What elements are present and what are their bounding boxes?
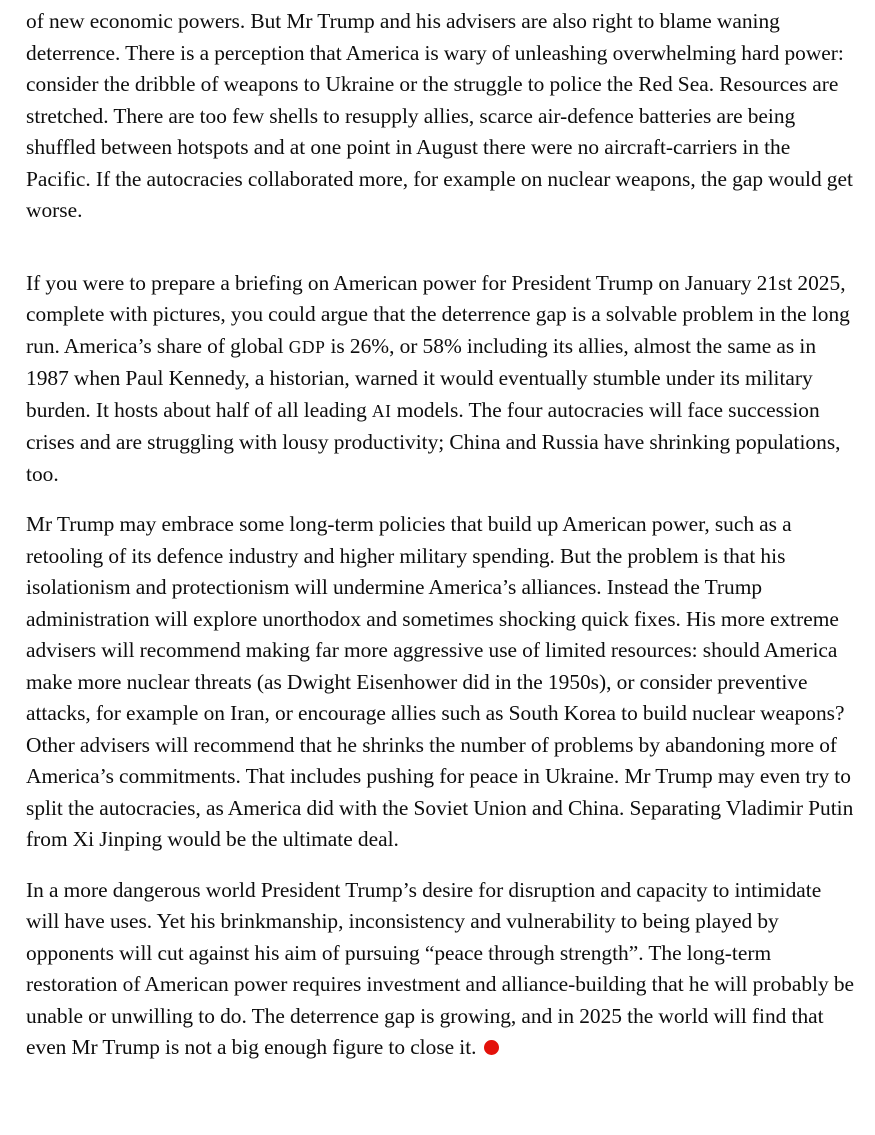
end-of-article-dot-icon — [484, 1040, 499, 1055]
gdp-abbreviation: GDP — [288, 336, 326, 357]
paragraph-2-text-b: is 26%, or 58% including its allies, almost the same as in 1987 when Paul Kennedy, a historian, warned it would eventually stumble under its military burden. It hosts about half of all leading — [26, 333, 817, 422]
paragraph-1 — [26, 6, 855, 227]
ai-abbreviation: AI — [371, 400, 392, 421]
paragraph-4-text: In a more dangerous world President Trump’s desire for disruption and capacity to intimidate will have uses. Yet his brinkmanship, inconsistency and vulnerability to being played by opponents will cut against his aim of pursuing “peace through strength”. The long-term restoration of American power requires investment and alliance-building that he will probably be unable or unwilling to do. The deterrence gap is growing, and in 2025 the world will find that even Mr Trump is not a big enough figure to close it. — [26, 877, 855, 1059]
paragraph-3 — [26, 509, 855, 856]
paragraph-1-text: of new economic powers. But Mr Trump and his advisers are also right to blame waning deterrence. There is a perception that America is wary of unleashing overwhelming hard power: consider the dribble of weapons to Ukraine or the struggle to police the Red Sea. Resources are stretched. There are too few shells to resupply allies, scarce air-defence batteries are being shuffled between hotspots and at one point in August there were no aircraft-carriers in the Pacific. If the autocracies collaborated more, for example on nuclear weapons, the gap would get worse. — [26, 9, 853, 222]
paragraph-4 — [26, 875, 855, 1064]
paragraph-2-text-a: If you were to prepare a briefing on American power for President Trump on January 21st 2025, complete with pictures, you could argue that the deterrence gap is a solvable problem in the long run. America’s share of global — [26, 270, 850, 358]
paragraph-2-text-c: models. The four autocracies will face succession crises and are struggling with lousy productivity; China and Russia have shrinking populations, too. — [26, 397, 841, 486]
paragraph-3-text: Mr Trump may embrace some long-term policies that build up American power, such as a retooling of its defence industry and higher military spending. But the problem is that his isolationism and protectionism will undermine America’s alliances. Instead the Trump administration will explore unorthodox and sometimes shocking quick fixes. His more extreme advisers will recommend making far more aggressive use of limited resources: should America make more nuclear threats (as Dwight Eisenhower did in the 1950s), or consider preventive attacks, for example on Iran, or encourage allies such as South Korea to build nuclear weapons? Other advisers will recommend that he shrinks the number of problems by abandoning more of America’s commitments. That includes pushing for peace in Ukraine. Mr Trump may even try to split the autocracies, as America did with the Soviet Union and China. Separating Vladimir Putin from Xi Jinping would be the ultimate deal. — [26, 512, 854, 851]
paragraph-2 — [26, 268, 855, 491]
